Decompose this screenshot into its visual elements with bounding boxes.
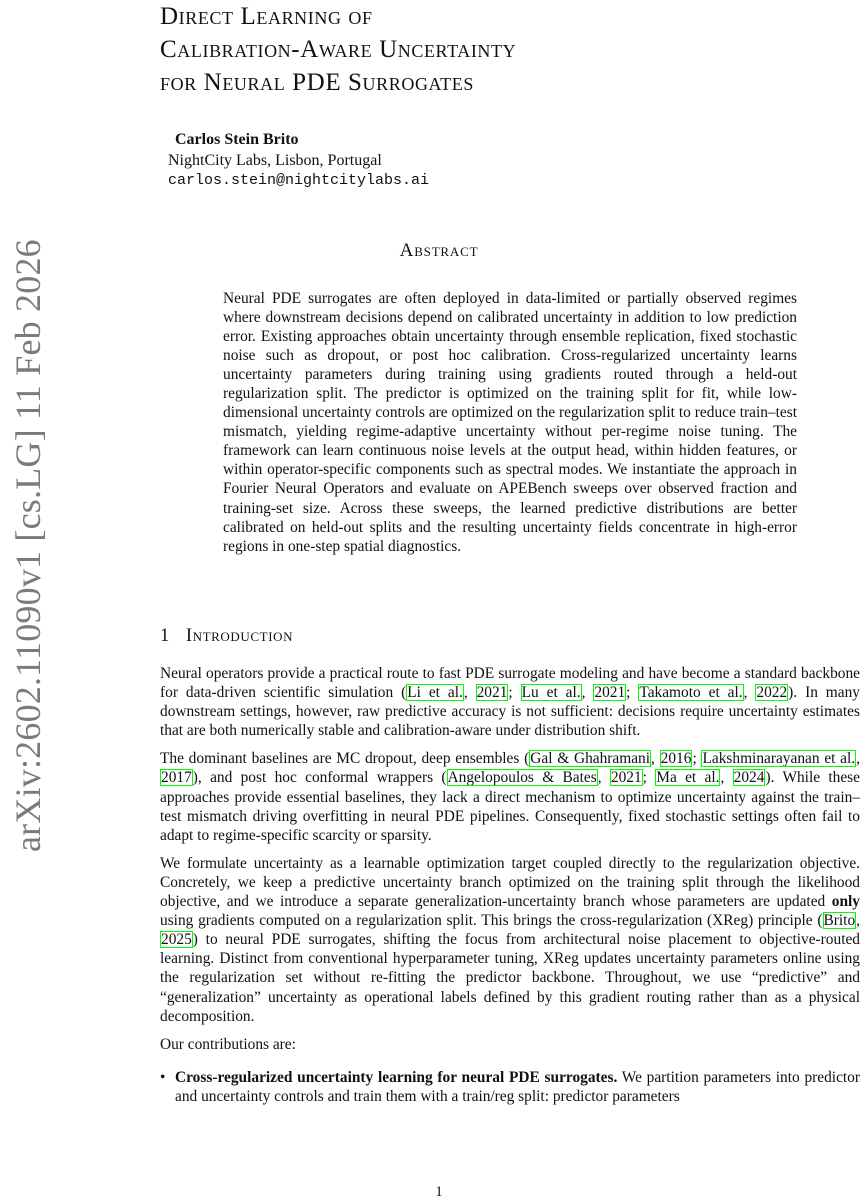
citation-link[interactable]: Lakshminarayanan et al. [702, 750, 856, 768]
citation-separator: , [597, 769, 610, 787]
citation-link[interactable]: Gal & Ghahramani [530, 750, 651, 768]
citation-link[interactable]: 2022 [756, 684, 788, 702]
paragraph-text: We formulate uncertainty as a learnable optimization target coupled directly to the regularization objective. Concretely, we keep a predictive uncertainty branch optimized on the training split through the likelihood objective, and we introduce a separate generalization-uncertainty branch whose parameters are updated [160, 854, 860, 911]
citation-separator: , [856, 912, 860, 930]
citation-link[interactable]: Takamoto et al. [639, 684, 743, 702]
citation-separator: ; [626, 684, 639, 702]
citation-link[interactable]: 2024 [733, 769, 765, 787]
contribution-description: We partition parameters into predictor and uncertainty controls and train them with a train/reg split: predictor parameters [175, 1068, 860, 1105]
citation-separator: , [581, 684, 594, 702]
paragraph [160, 664, 860, 740]
paragraph-text: using gradients computed on a regularization split. This brings the cross-regularization (XReg) principle ( [160, 912, 823, 930]
citation-link[interactable]: 2021 [476, 684, 508, 702]
paragraph-text: ), and post hoc conformal wrappers ( [192, 769, 447, 787]
abstract-heading: Abstract [399, 240, 479, 261]
citation-separator: , [743, 684, 756, 702]
citation-link[interactable]: Lu et al. [521, 684, 581, 702]
bullet-marker: • [160, 1068, 166, 1086]
citation-separator: , [856, 750, 860, 768]
citation-link[interactable]: Li et al. [407, 684, 463, 702]
page-number: 1 [435, 1184, 443, 1200]
paper-title [160, 0, 820, 99]
paragraph [160, 854, 860, 1026]
citation-link[interactable]: 2017 [161, 769, 192, 787]
citation-link[interactable]: 2025 [161, 931, 192, 949]
citation-separator: , [651, 750, 660, 768]
title-line-3: for Neural PDE Surrogates [160, 69, 474, 96]
citation-separator: ; [642, 769, 656, 787]
citation-link[interactable]: 2016 [660, 750, 692, 768]
arxiv-stamp [8, 239, 48, 852]
title-line-2: Calibration-Aware Uncertainty [160, 36, 517, 63]
citation-link[interactable]: 2021 [594, 684, 626, 702]
citation-separator: , [720, 769, 733, 787]
section-heading [160, 626, 293, 647]
section-number: 1 [160, 626, 170, 646]
paragraph-text: ). In many downstream settings, however, raw predictive accuracy is not sufficient: decisions require uncertainty estimates that are both numerically stable and calibration-aware under distribution shift. [160, 684, 861, 740]
contribution-title: Cross-regularized uncertainty learning for neural PDE surrogates. [175, 1068, 618, 1086]
paragraph [160, 749, 860, 844]
introduction-body [160, 664, 860, 1106]
citation-link[interactable]: Ma et al. [656, 769, 720, 787]
citation-separator: , [463, 684, 476, 702]
citation-link[interactable]: Brito [823, 912, 856, 930]
contribution-text [175, 1068, 860, 1106]
section-title: Introduction [185, 626, 294, 646]
citation-link[interactable]: Angelopoulos & Bates [447, 769, 597, 787]
arxiv-identifier: arXiv:2602.11090v1 [cs.LG] 11 Feb 2026 [8, 239, 48, 852]
paragraph-text: ) to neural PDE surrogates, shifting the focus from architectural noise placement to objective-routed learning. Distinct from conventional hyperparameter tuning, XReg updates uncertainty parameters online using the regularization set without re-fitting the predictor backbone. Throughout, we use “predictive” and “generalization” uncertainty as operational labels defined by this gradient routing rather than as a physical decomposition. [160, 931, 860, 1025]
paragraph-text: Neural operators provide a practical route to fast PDE surrogate modeling and have become a standard backbone for data-driven scientific simulation ( [160, 665, 860, 702]
title-line-1: Direct Learning of [160, 3, 373, 30]
author-email[interactable]: carlos.stein@nightcitylabs.ai [168, 172, 430, 189]
citation-separator: ; [508, 684, 521, 702]
emphasis-text: only [831, 893, 860, 911]
paragraph-text: ). While these approaches provide essential baselines, they lack a direct mechanism to optimize uncertainty against the train–test mismatch driving overfitting in neural PDE pipelines. Consequently, fixed stochastic settings often fail to adapt to regime-specific scarcity or sparsity. [160, 769, 860, 844]
abstract-text: Neural PDE surrogates are often deployed in data-limited or partially observed regimes where downstream decisions depend on calibrated uncertainty in addition to low prediction error. Existing approaches obtain uncertainty through ensemble replication, fixed stochastic noise such as dropout, or post hoc calibration. Cross-regularized uncertainty learns uncertainty parameters during training using gradients routed through a held-out regularization split. The predictor is optimized on the training split for fit, while low-dimensional uncertainty controls are optimized on the regularization split to reduce train–test mismatch, yielding regime-adaptive uncertainty without per-regime noise tuning. The framework can learn continuous noise levels at the output head, within hidden features, or within operator-specific components such as spectral modes. We instantiate the approach in Fourier Neural Operators and evaluate on APEBench sweeps over observed fraction and training-set size. Across these sweeps, the learned predictive distributions are better calibrated on held-out splits and the resulting uncertainty fields concentrate in high-error regions in one-step spatial diagnostics. [223, 290, 797, 555]
contribution-list-item [160, 1068, 860, 1106]
paragraph-text: The dominant baselines are MC dropout, deep ensembles ( [160, 750, 530, 768]
author-affiliation: NightCity Labs, Lisbon, Portugal [168, 152, 382, 169]
paragraph: Our contributions are: [160, 1035, 296, 1053]
author-name: Carlos Stein Brito [175, 131, 299, 148]
author-block [168, 130, 429, 191]
citation-separator: ; [692, 750, 702, 768]
citation-link[interactable]: 2021 [610, 769, 642, 787]
